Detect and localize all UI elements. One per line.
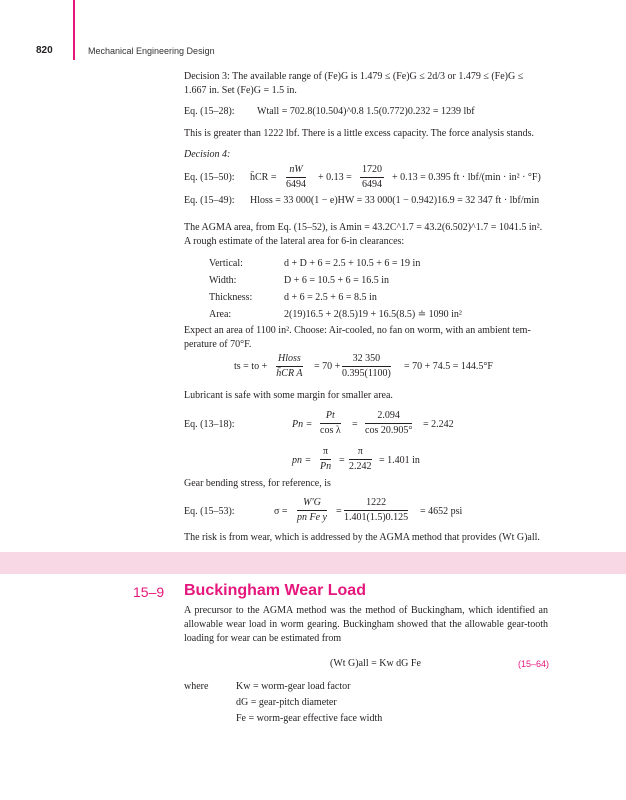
pn2-lhs: pn = xyxy=(292,455,312,466)
pn-frac1-num: Pt xyxy=(320,410,341,424)
eq-15-50-frac2-den: 6494 xyxy=(362,179,382,190)
section-title: Buckingham Wear Load xyxy=(184,582,366,599)
section-paragraph: A precursor to the AGMA method was the method of Buckingham, which identified an allowable wear load in worm gearing. Buckingham showed that the allowable gear-tooth loading for wear can be estimated from xyxy=(184,605,548,644)
decision3-note: This is greater than 1222 lbf. There is a little excess capacity. The force analysis stands. xyxy=(184,128,534,139)
ts-frac2-num: 32 350 xyxy=(342,353,391,367)
eq-15-28-label: Eq. (15–28): xyxy=(184,106,235,117)
sigma-frac1-num: W'G xyxy=(297,497,327,511)
pn2-frac1 xyxy=(320,446,331,473)
eq-15-64-number: (15–64) xyxy=(518,659,550,669)
risk-note: The risk is from wear, which is addressed by the AGMA method that provides (Wt G)all. xyxy=(184,532,540,543)
pn-frac2-num: 2.094 xyxy=(365,410,412,424)
bending-intro: Gear bending stress, for reference, is xyxy=(184,478,331,489)
sigma-rhs: = 4652 psi xyxy=(420,506,463,517)
area-row-label: Width: xyxy=(209,275,237,286)
ts-frac2-den: 0.395(1100) xyxy=(342,368,391,379)
pn2-eq: = xyxy=(339,455,345,466)
page-number: 820 xyxy=(36,45,53,56)
pn-frac1 xyxy=(320,410,341,437)
pn2-frac2-den: 2.242 xyxy=(349,461,372,472)
running-head: Mechanical Engineering Design xyxy=(88,46,215,56)
pn-rhs: = 2.242 xyxy=(423,419,454,430)
where-label: where xyxy=(184,681,209,692)
decision3-line2: 1.667 in. Set (Fe)G = 1.5 in. xyxy=(184,85,297,96)
area-row-label: Area: xyxy=(209,309,232,320)
cooling-line2: perature of 70°F. xyxy=(184,339,252,350)
area-row-expr: d + 6 = 2.5 + 6 = 8.5 in xyxy=(284,292,377,303)
ts-lhs: ts = to + xyxy=(234,361,268,372)
area-row-label: Vertical: xyxy=(209,258,243,269)
lubricant-note: Lubricant is safe with some margin for smaller area. xyxy=(184,390,393,401)
eq-15-50-mid: + 0.13 = xyxy=(318,172,352,183)
definition-item: Fe = worm-gear effective face width xyxy=(236,713,383,724)
eq-15-53-label: Eq. (15–53): xyxy=(184,506,235,517)
ts-frac2 xyxy=(342,353,391,380)
sigma-frac2 xyxy=(344,497,408,524)
decision4-heading: Decision 4: xyxy=(184,149,231,160)
eq-15-50-lhs: h̄CR = xyxy=(250,172,277,183)
agma-area-line1: The AGMA area, from Eq. (15–52), is Amin = 43.2C^1.7 = 43.2(6.502)^1.7 = 1041.5 in². xyxy=(184,222,543,233)
eq-15-50-frac1-num: nW xyxy=(286,164,306,178)
ts-frac1 xyxy=(276,353,303,380)
agma-area-line2: A rough estimate of the lateral area for 6-in clearances: xyxy=(184,236,405,247)
eq-15-49-label: Eq. (15–49): xyxy=(184,195,235,206)
pn2-frac1-den: Pn xyxy=(320,461,332,472)
eq-13-18-label: Eq. (13–18): xyxy=(184,419,235,430)
pn-frac1-den: cos λ xyxy=(320,425,341,436)
pn2-frac1-num: π xyxy=(320,446,331,460)
pn2-frac2-num: π xyxy=(349,446,372,460)
sigma-frac1-den: pn Fe y xyxy=(297,512,327,523)
ts-rhs: = 70 + 74.5 = 144.5°F xyxy=(404,361,493,372)
eq-15-50-rhs: + 0.13 = 0.395 ft · lbf/(min · in² · °F) xyxy=(392,172,541,183)
page-edge-rule xyxy=(73,0,75,60)
section-divider-band xyxy=(0,552,626,574)
pn-eq: = xyxy=(352,419,358,430)
area-row-label: Thickness: xyxy=(209,292,253,303)
decision3-line1: Decision 3: The available range of (Fe)G is 1.479 ≤ (Fe)G ≤ 2d/3 or 1.479 ≤ (Fe)G ≤ xyxy=(184,71,524,82)
eq-15-50-frac1-den: 6494 xyxy=(286,179,306,190)
ts-frac1-num: Hloss xyxy=(276,353,303,367)
definition-item: Kw = worm-gear load factor xyxy=(236,681,351,692)
area-row-expr: 2(19)16.5 + 2(8.5)19 + 16.5(8.5) ≐ 1090 in² xyxy=(284,309,462,320)
sigma-lhs: σ = xyxy=(274,506,288,517)
sigma-frac2-den: 1.401(1.5)0.125 xyxy=(344,512,409,523)
definition-item: dG = gear-pitch diameter xyxy=(236,697,337,708)
pn2-rhs: = 1.401 in xyxy=(379,455,420,466)
sigma-frac1 xyxy=(297,497,327,524)
sigma-eq: = xyxy=(336,506,342,517)
eq-15-50-frac2-num: 1720 xyxy=(360,164,384,178)
eq-15-64-body: (Wt G)all = Kw dG Fe xyxy=(330,658,421,669)
area-row-expr: d + D + 6 = 2.5 + 10.5 + 6 = 19 in xyxy=(284,258,421,269)
pn-frac2 xyxy=(365,410,412,437)
cooling-line1: Expect an area of 1100 in². Choose: Air-cooled, no fan on worm, with an ambient tem- xyxy=(184,325,531,336)
section-number: 15–9 xyxy=(133,584,165,600)
ts-mid: = 70 + xyxy=(314,361,341,372)
sigma-frac2-num: 1222 xyxy=(344,497,408,511)
area-row-expr: D + 6 = 10.5 + 6 = 16.5 in xyxy=(284,275,390,286)
eq-15-50-frac2 xyxy=(360,164,384,191)
pn-lhs: Pn = xyxy=(292,419,313,430)
eq-15-49-body: Hloss = 33 000(1 − e)HW = 33 000(1 − 0.942)16.9 = 32 347 ft · lbf/min xyxy=(250,195,540,206)
eq-15-28-body: Wtall = 702.8(10.504)^0.8 1.5(0.772)0.232 = 1239 lbf xyxy=(257,106,475,117)
pn-frac2-den: cos 20.905° xyxy=(365,425,413,436)
eq-15-50-frac1 xyxy=(286,164,306,191)
pn2-frac2 xyxy=(349,446,372,473)
ts-frac1-den: h̄CR A xyxy=(276,368,303,379)
eq-15-50-label: Eq. (15–50): xyxy=(184,172,235,183)
